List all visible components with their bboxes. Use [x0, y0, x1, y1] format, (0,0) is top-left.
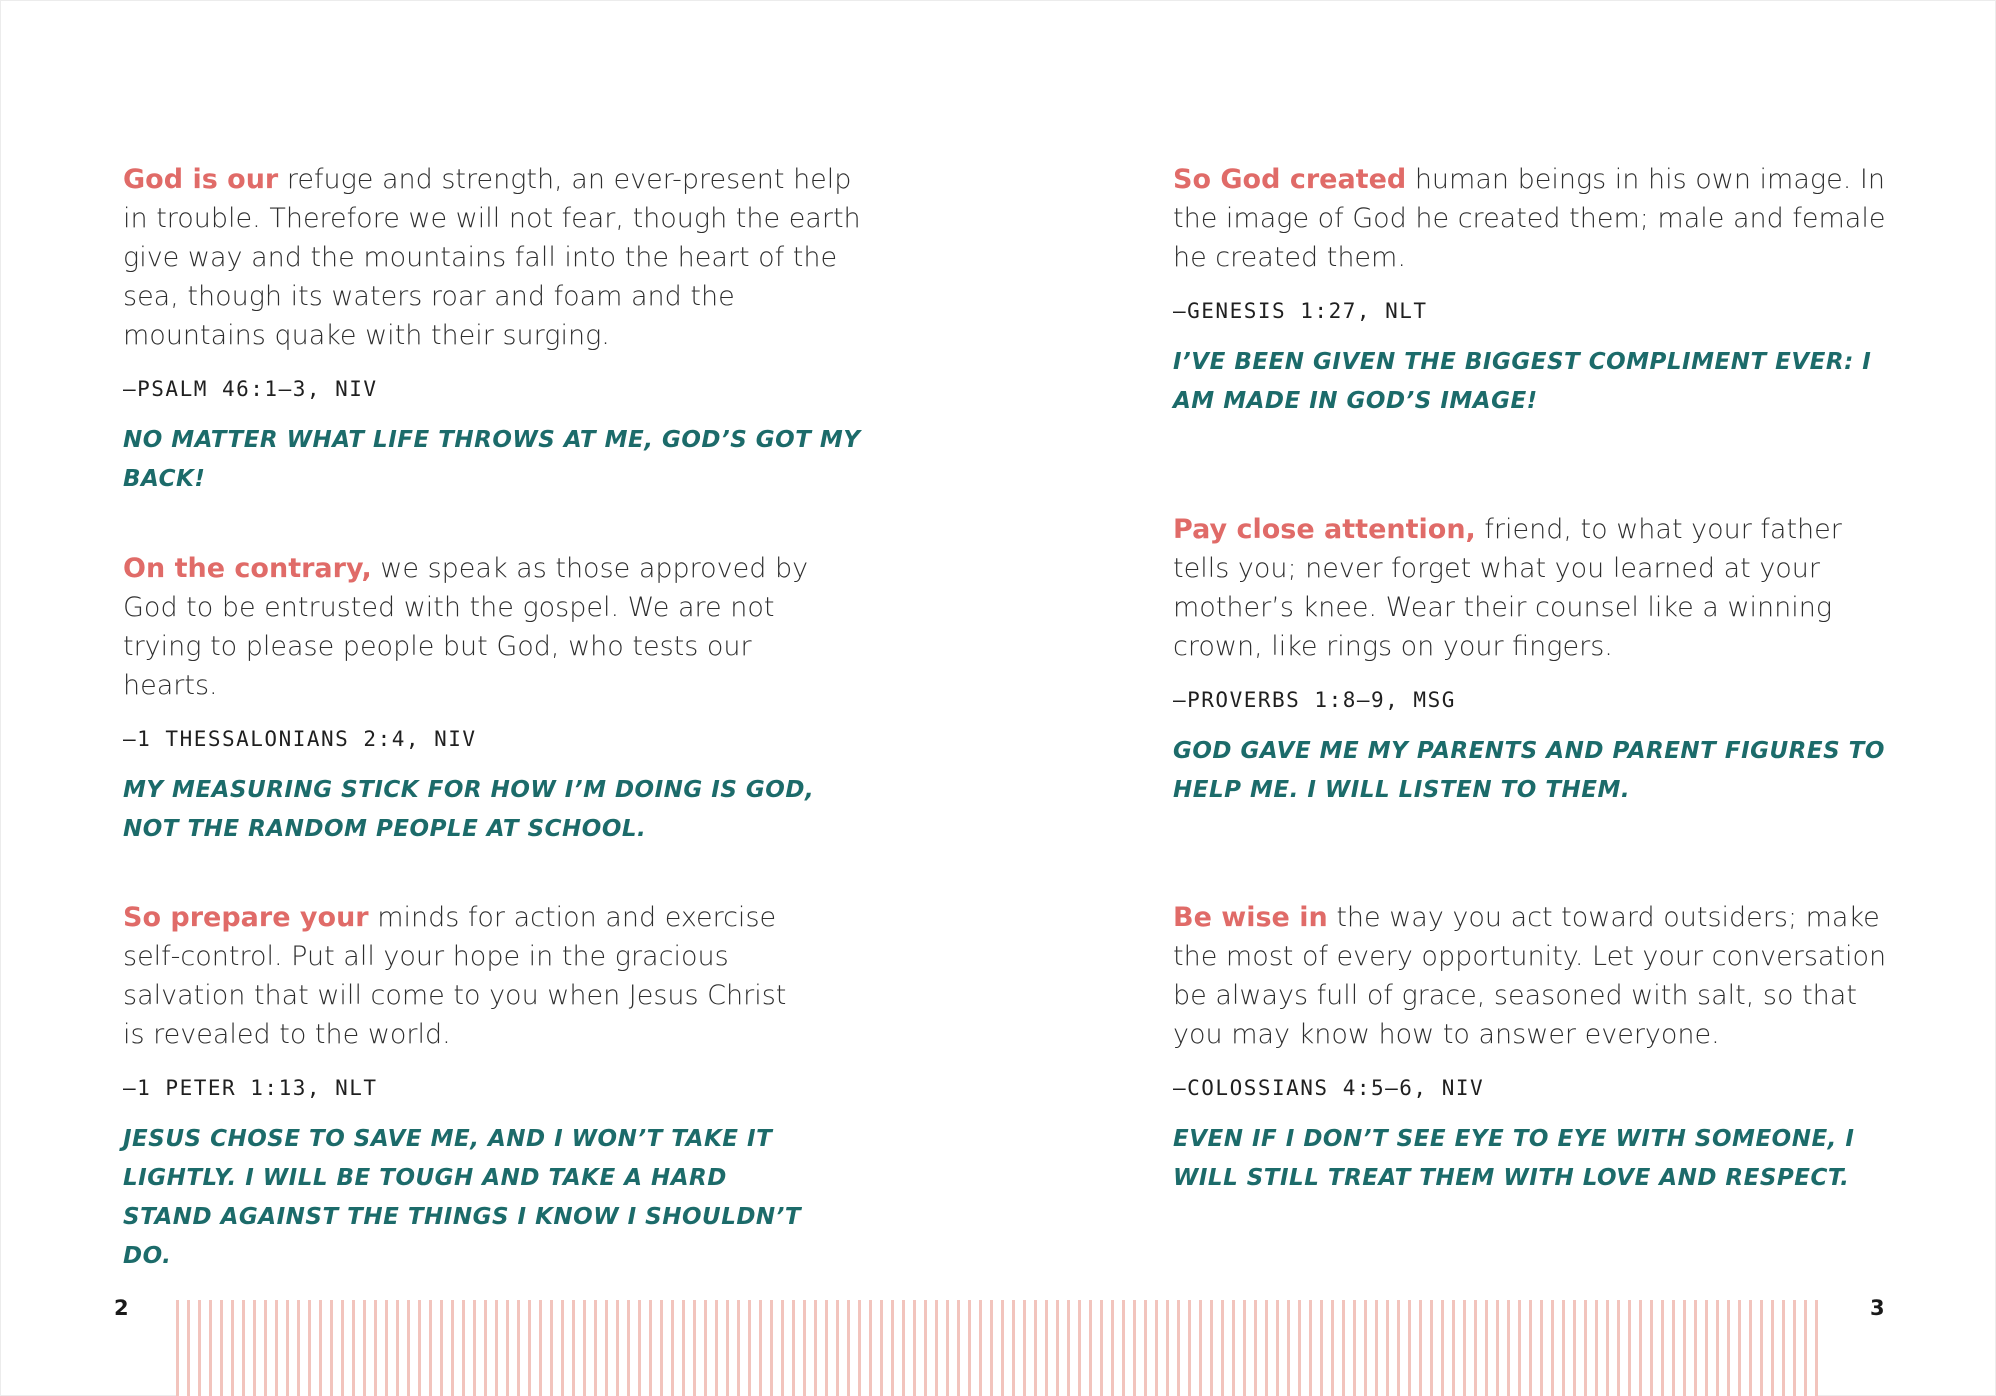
- verse-text: [123, 898, 813, 1054]
- verse-body: the way you act toward outsiders; make the most of every opportunity. Let your conversation be always full of grace, seasoned with salt, so that you may know how to answer everyone.: [1173, 902, 1887, 1050]
- verse-reference: –1 THESSALONIANS 2:4, NIV: [123, 727, 477, 751]
- verse-lead: Pay close attention,: [1173, 514, 1476, 545]
- decorative-stripe-band: [176, 1300, 1818, 1396]
- verse-lead: Be wise in: [1173, 902, 1328, 933]
- page-number-left: 2: [114, 1296, 129, 1320]
- verse-body: minds for action and exercise self-control. Put all your hope in the gracious salvation that will come to you when Jesus Christ is revealed to the world.: [123, 902, 787, 1050]
- verse-text: [1173, 510, 1893, 666]
- reflection-note: NO MATTER WHAT LIFE THROWS AT ME, GOD’S GOT MY BACK!: [123, 427, 861, 492]
- verse-body: we speak as those approved by God to be entrusted with the gospel. We are not trying to please people but God, who tests our hearts.: [123, 553, 809, 701]
- entry-1-peter: [123, 898, 813, 1276]
- page-number-right: 3: [1870, 1296, 1885, 1320]
- verse-reference: –GENESIS 1:27, NLT: [1173, 299, 1428, 323]
- verse-reference: –PSALM 46:1–3, NIV: [123, 377, 378, 401]
- reflection-note: I’VE BEEN GIVEN THE BIGGEST COMPLIMENT EVER: I AM MADE IN GOD’S IMAGE!: [1173, 349, 1872, 414]
- entry-1-thessalonians: [123, 549, 823, 849]
- verse-text: [1173, 898, 1893, 1054]
- reflection-note: JESUS CHOSE TO SAVE ME, AND I WON’T TAKE IT LIGHTLY. I WILL BE TOUGH AND TAKE A HARD STAND AGAINST THE THINGS I KNOW I SHOULDN’T DO.: [123, 1126, 802, 1269]
- entry-psalm-46: [123, 160, 863, 499]
- verse-reference: –PROVERBS 1:8–9, MSG: [1173, 688, 1456, 712]
- reflection-note: MY MEASURING STICK FOR HOW I’M DOING IS GOD, NOT THE RANDOM PEOPLE AT SCHOOL.: [123, 777, 815, 842]
- verse-lead: God is our: [123, 164, 279, 195]
- entry-proverbs-1-8: [1173, 510, 1893, 810]
- entry-colossians-4-5: [1173, 898, 1893, 1198]
- entry-genesis-1-27: [1173, 160, 1893, 421]
- verse-body: human beings in his own image. In the image of God he created them; male and female he created them.: [1173, 164, 1886, 273]
- verse-text: [1173, 160, 1893, 277]
- verse-text: [123, 160, 863, 355]
- reflection-note: EVEN IF I DON’T SEE EYE TO EYE WITH SOMEONE, I WILL STILL TREAT THEM WITH LOVE AND RESPECT.: [1173, 1126, 1855, 1191]
- verse-lead: On the contrary,: [123, 553, 372, 584]
- reflection-note: GOD GAVE ME MY PARENTS AND PARENT FIGURES TO HELP ME. I WILL LISTEN TO THEM.: [1173, 738, 1885, 803]
- verse-body: refuge and strength, an ever-present help in trouble. Therefore we will not fear, though the earth give way and the mountains fall into the heart of the sea, though its waters roar and foam and the mountains quake with their surging.: [123, 164, 861, 351]
- verse-body: friend, to what your father tells you; never forget what you learned at your mother’s knee. Wear their counsel like a winning crown, like rings on your fingers.: [1173, 514, 1842, 662]
- verse-lead: So God created: [1173, 164, 1407, 195]
- verse-reference: –1 PETER 1:13, NLT: [123, 1076, 378, 1100]
- verse-lead: So prepare your: [123, 902, 369, 933]
- verse-text: [123, 549, 823, 705]
- verse-reference: –COLOSSIANS 4:5–6, NIV: [1173, 1076, 1485, 1100]
